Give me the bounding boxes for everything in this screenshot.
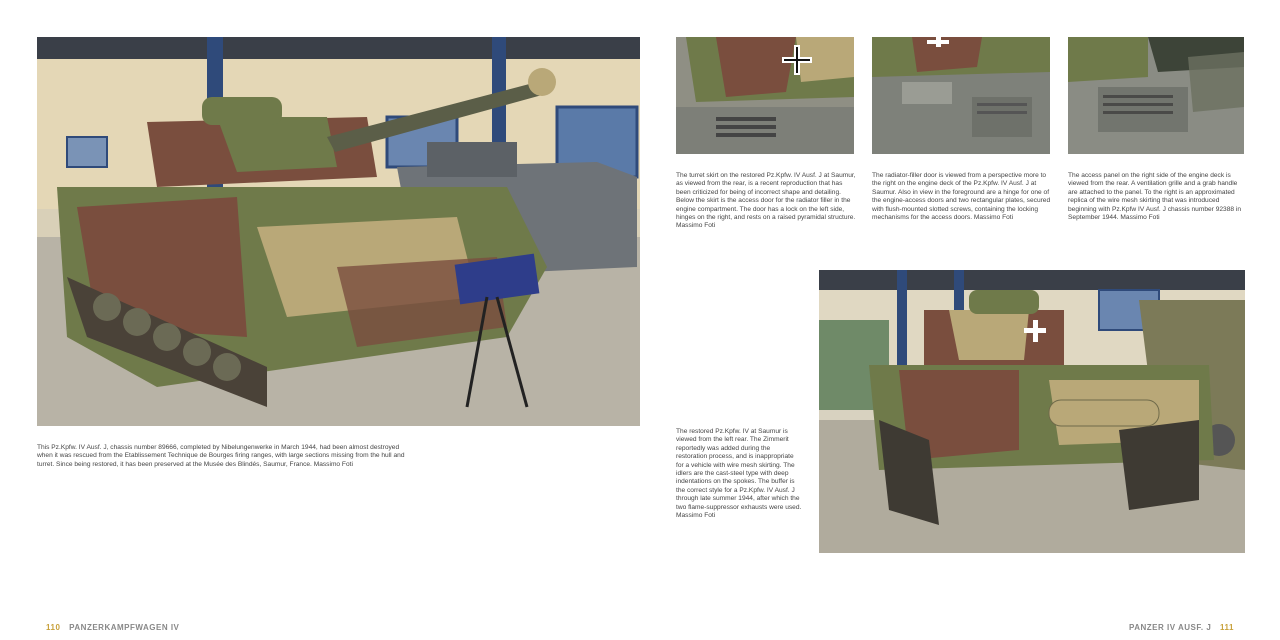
access-panel-photo	[1068, 37, 1244, 154]
right-page-number: 111	[1220, 623, 1234, 632]
main-tank-photo	[37, 37, 640, 426]
right-running-title: PANZER IV AUSF. J	[1129, 623, 1212, 632]
access-panel-caption: The access panel on the right side of the engine deck is viewed from the rear. A ventilation grille and a grab handle are attached to the panel. To the right is an approximated replica of the wire mesh skirting that was introduced beginning with Pz.Kpfw IV Ausf. J chassis number 92388 in September 1944. Massimo Foti	[1068, 172, 1241, 222]
turret-skirt-caption: The turret skirt on the restored Pz.Kpfw. IV Ausf. J at Saumur, as viewed from the rear, is a recent reproduction that has been criticized for being of incorrect shape and detailing. Below the skirt is the access door for the radiator filler in the engine compartment. The door has a lock on the left side, hinges on the right, and rests on a raised pyramidal structure. Massimo Foti	[676, 172, 856, 230]
radiator-door-caption: The radiator-filler door is viewed from a perspective more to the right on the engine deck of the Pz.Kpfw. IV Ausf. J at Saumur. Also in view in the foreground are a hinge for one of the engine-access doors and two rectangular plates, secured with flush-mounted slotted screws, containing the locking mechanisms for the access doors. Massimo Foti	[872, 172, 1051, 222]
turret-skirt-photo	[676, 37, 854, 154]
right-folio	[1129, 623, 1240, 632]
left-folio	[40, 623, 179, 632]
rear-view-photo	[819, 270, 1245, 553]
left-page-number: 110	[46, 623, 61, 632]
rear-view-caption: The restored Pz.Kpfw. IV at Saumur is viewed from the left rear. The Zimmerit reportedly was added during the restoration process, and is inappropriate for a vehicle with wire mesh skirting. The idlers are the cast-steel type with deep indentations on the spokes. The buffer is the correct style for a Pz.Kpfw. IV Ausf. J through late summer 1944, after which the two flame-suppressor exhausts were used. Massimo Foti	[676, 428, 802, 520]
radiator-door-photo	[872, 37, 1050, 154]
main-photo-caption: This Pz.Kpfw. IV Ausf. J, chassis number 89666, completed by Nibelungenwerke in March 1944, had been almost destroyed when it was rescued from the Etablissement Technique de Bourges firing ranges, with large sections missing from the hull and turret. Since being restored, it has been preserved at the Musée des Blindés, Saumur, France. Massimo Foti	[37, 444, 405, 468]
left-running-title: PANZERKAMPFWAGEN IV	[69, 623, 180, 632]
